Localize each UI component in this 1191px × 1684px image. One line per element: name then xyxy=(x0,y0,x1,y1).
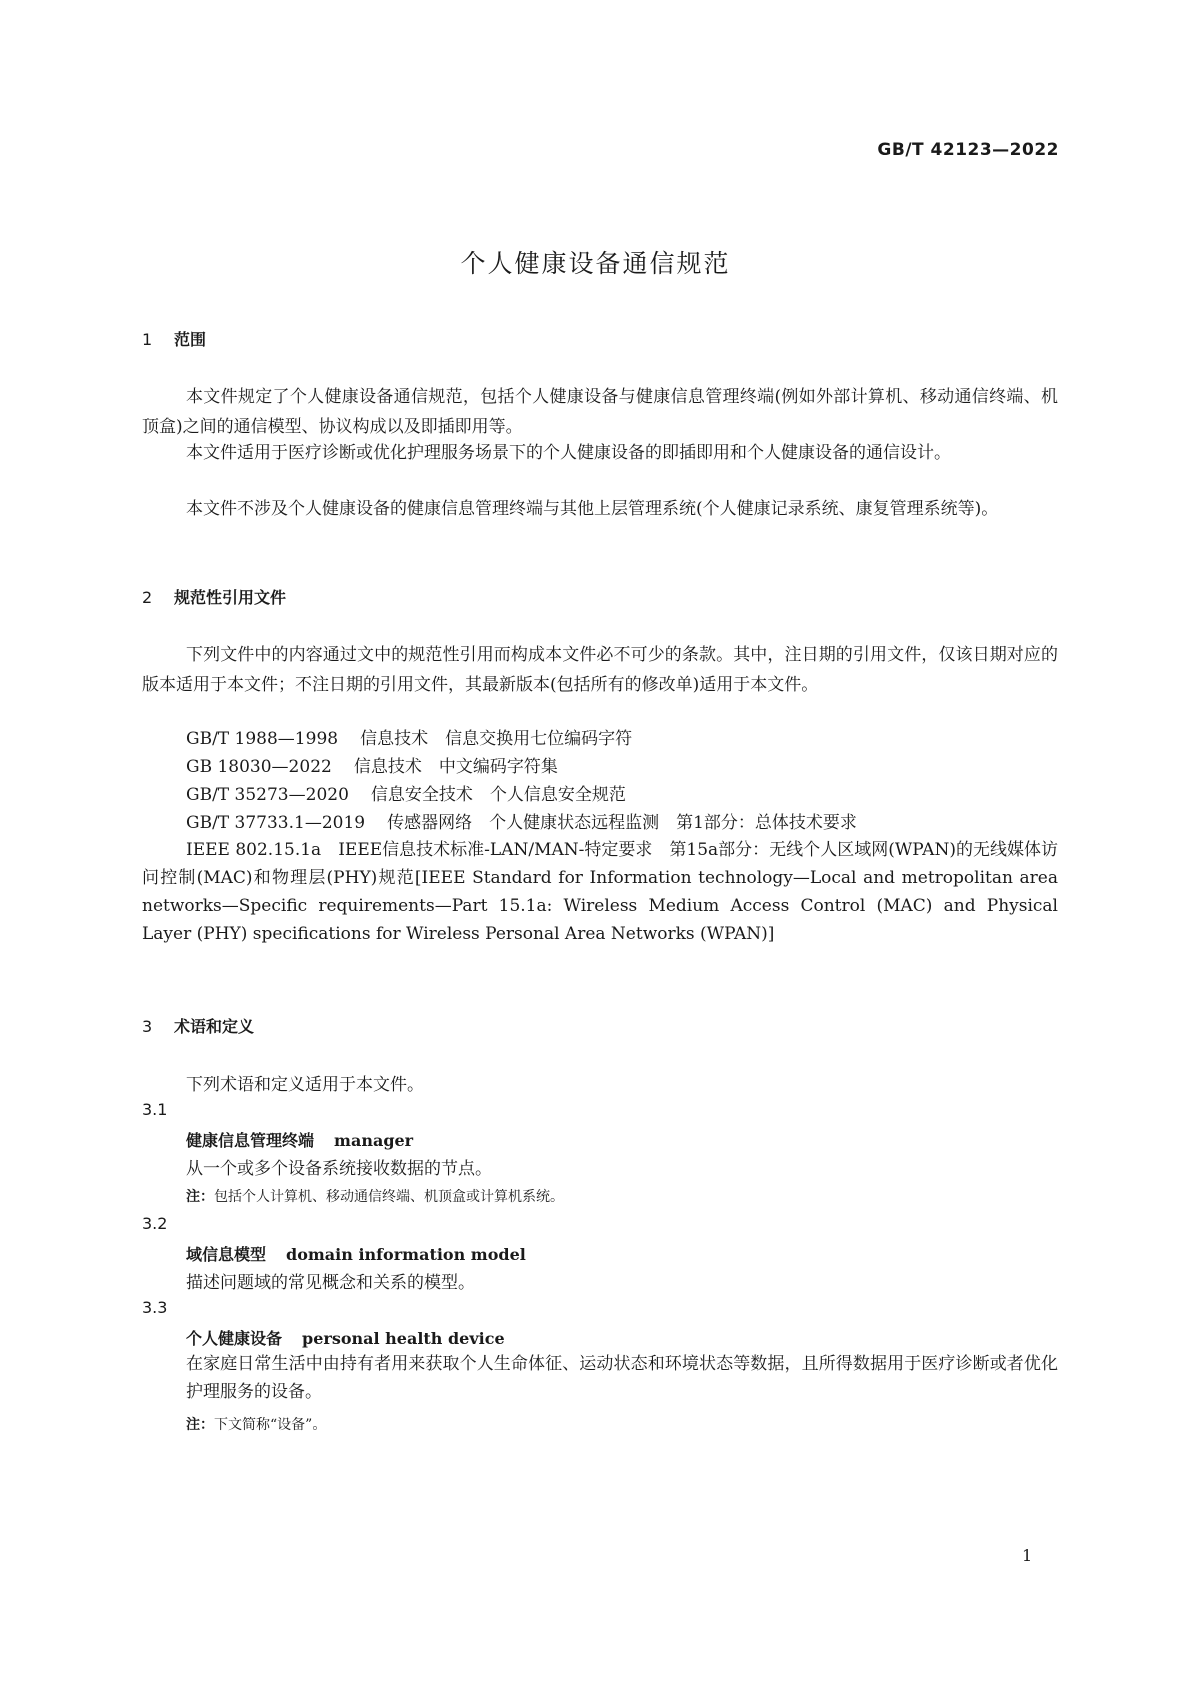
section-1-heading xyxy=(142,327,206,350)
term-note xyxy=(186,1186,564,1206)
ieee-reference: IEEE 802.15.1a IEEE信息技术标准-LAN/MAN-特定要求 第15a部分：无线个人区域网(WPAN)的无线媒体访问控制(MAC)和物理层(PHY)规范[IEEE Standard for Information technology—Local and metropolitan area networks—Specific requirements—Part 15.1a: Wireless Medium Access Control (MAC) and Physical Layer (PHY) specifications for Wireless Personal Area Networks (WPAN)] xyxy=(142,840,1058,944)
note-label: 注： xyxy=(186,1417,214,1433)
terms-intro: 下列术语和定义适用于本文件。 xyxy=(186,1075,424,1095)
term-name-en: personal health device xyxy=(302,1329,505,1348)
term-name-zh: 健康信息管理终端 xyxy=(186,1131,315,1150)
standard-number: GB/T 42123—2022 xyxy=(877,140,1059,160)
term-name-zh: 个人健康设备 xyxy=(186,1329,283,1348)
reference-code: GB/T 35273—2020 xyxy=(186,785,349,805)
term-name xyxy=(186,1128,413,1151)
term-name-zh: 域信息模型 xyxy=(186,1245,267,1264)
reference-code: GB/T 37733.1—2019 xyxy=(186,813,366,833)
reference-title: 信息安全技术 个人信息安全规范 xyxy=(370,785,626,805)
term-number: 3.3 xyxy=(142,1298,168,1317)
page-number: 1 xyxy=(1022,1546,1033,1565)
section-1-number: 1 xyxy=(142,330,153,349)
section-1-title: 范围 xyxy=(174,330,207,349)
term-name-en: domain information model xyxy=(286,1245,526,1264)
document-title: 个人健康设备通信规范 xyxy=(460,249,731,278)
section-3-title: 术语和定义 xyxy=(174,1017,255,1036)
term-number: 3.2 xyxy=(142,1214,168,1233)
section-3-heading xyxy=(142,1014,254,1037)
reference-code: GB/T 1988—1998 xyxy=(186,729,339,749)
scope-paragraph-3: 本文件不涉及个人健康设备的健康信息管理终端与其他上层管理系统(个人健康记录系统、康复管理系统等)。 xyxy=(186,499,999,519)
reference-title: 传感器网络 个人健康状态远程监测 第1部分：总体技术要求 xyxy=(387,813,857,833)
section-2-title: 规范性引用文件 xyxy=(174,588,287,607)
term-name-en: manager xyxy=(334,1131,414,1150)
reference-item xyxy=(186,752,558,777)
scope-paragraph-1: 本文件规定了个人健康设备通信规范，包括个人健康设备与健康信息管理终端(例如外部计算机、移动通信终端、机顶盒)之间的通信模型、协议构成以及即插即用等。 xyxy=(142,387,1058,437)
section-3-number: 3 xyxy=(142,1017,153,1036)
term-definition: 在家庭日常生活中由持有者用来获取个人生命体征、运动状态和环境状态等数据，且所得数据用于医疗诊断或者优化护理服务的设备。 xyxy=(186,1354,1058,1402)
section-2-number: 2 xyxy=(142,588,153,607)
reference-item xyxy=(186,808,857,833)
reference-code: GB 18030—2022 xyxy=(186,757,332,777)
scope-paragraph-2: 本文件适用于医疗诊断或优化护理服务场景下的个人健康设备的即插即用和个人健康设备的通信设计。 xyxy=(186,443,951,463)
reference-item xyxy=(186,780,626,805)
reference-title: 信息技术 信息交换用七位编码字符 xyxy=(360,729,633,749)
term-note xyxy=(186,1414,326,1434)
term-number: 3.1 xyxy=(142,1100,168,1119)
normative-references-intro: 下列文件中的内容通过文中的规范性引用而构成本文件必不可少的条款。其中，注日期的引用文件，仅该日期对应的版本适用于本文件；不注日期的引用文件，其最新版本(包括所有的修改单)适用于本文件。 xyxy=(142,645,1058,695)
section-2-heading xyxy=(142,585,286,608)
note-text: 下文简称“设备”。 xyxy=(214,1417,327,1433)
term-definition: 从一个或多个设备系统接收数据的节点。 xyxy=(186,1159,492,1179)
term-name xyxy=(186,1242,526,1265)
reference-item xyxy=(186,724,632,749)
term-name xyxy=(186,1326,505,1349)
note-label: 注： xyxy=(186,1189,214,1205)
reference-title: 信息技术 中文编码字符集 xyxy=(353,757,558,777)
note-text: 包括个人计算机、移动通信终端、机顶盒或计算机系统。 xyxy=(214,1189,564,1205)
term-definition: 描述问题域的常见概念和关系的模型。 xyxy=(186,1273,475,1293)
